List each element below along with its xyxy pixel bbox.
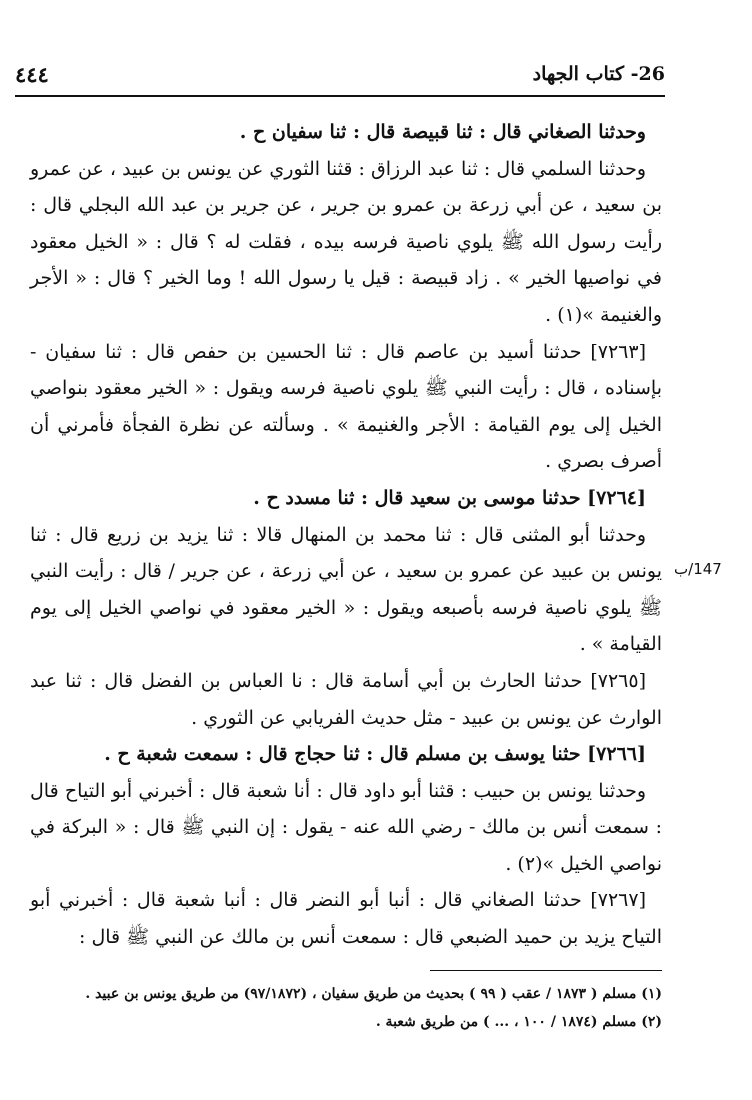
footnote-2: (٢) مسلم (١٨٧٤ / ١٠٠ ، ... ) من طريق شعبة . — [375, 1014, 662, 1030]
footnote-rule — [430, 970, 662, 971]
footnotes — [30, 980, 662, 1036]
manuscript-folio-note: 147/ب — [674, 560, 722, 578]
paragraph-9: [٧٢٦٧] حدثنا الصغاني قال : أنبا أبو النضر قال : أنبا شعبة قال : أخبرني أبو التياح يزيد بن حميد الضبعي قال : سمعت أنس بن مالك عن النبي ﷺ قال : — [30, 889, 662, 949]
paragraph-3: [٧٢٦٣] حدثنا أسيد بن عاصم قال : ثنا الحسين بن حفص قال : ثنا سفيان - بإسناده ، قال : رأيت النبي ﷺ يلوي ناصية فرسه ويقول : « الخير معقود بنواصي الخيل إلى يوم القيامة : الأجر والغنيمة » . وسألته عن نظرة الفجأة فأمرني أن أصرف بصري . — [30, 340, 662, 473]
paragraph-1: وحدثنا الصغاني قال : ثنا قبيصة قال : ثنا سفيان ح . — [239, 121, 646, 143]
main-text — [30, 114, 662, 956]
chapter-title: 26- كتاب الجهاد — [532, 63, 665, 85]
paragraph-6: [٧٢٦٥] حدثنا الحارث بن أبي أسامة قال : نا العباس بن الفضل قال : ثنا عبد الوارث عن يونس بن عبيد - مثل حديث الفريابي عن الثوري . — [30, 669, 662, 729]
paragraph-8: وحدثنا يونس بن حبيب : قثنا أبو داود قال : أنا شعبة قال : أخبرني أبو التياح قال : سمعت أنس بن مالك - رضي الله عنه - يقول : إن النبي ﷺ قال : « البركة في نواصي الخيل »(٢) . — [30, 779, 662, 875]
header-rule — [15, 95, 665, 97]
page-header — [15, 56, 665, 92]
paragraph-5: وحدثنا أبو المثنى قال : ثنا محمد بن المنهال قالا : ثنا يزيد بن زريع قال : ثنا يونس بن عبيد عن عمرو بن سعيد ، عن أبي زرعة ، عن جرير / قال : رأيت النبي ﷺ يلوي ناصية فرسه بأصبعه ويقول : « الخير معقود في نواصي الخيل إلى يوم القيامة » . — [30, 523, 662, 656]
footnote-1: (١) مسلم ( ١٨٧٣ / عقب ( ٩٩ ) بحديث من طريق سفيان ، (٩٧/١٨٧٢) من طريق يونس بن عبيد . — [85, 986, 662, 1002]
paragraph-7: [٧٢٦٦] حثنا يوسف بن مسلم قال : ثنا حجاج قال : سمعت شعبة ح . — [104, 743, 646, 766]
page-number: ٤٤٤ — [15, 61, 49, 87]
paragraph-4: [٧٢٦٤] حدثنا موسى بن سعيد قال : ثنا مسدد ح . — [253, 486, 646, 509]
paragraph-2: وحدثنا السلمي قال : ثنا عبد الرزاق : قثنا الثوري عن يونس بن عبيد ، عن عمرو بن سعيد ، عن أبي زرعة بن عمرو بن جرير ، عن جرير بن عبد الله البجلي قال : رأيت رسول الله ﷺ يلوي ناصية فرسه بيده ، فقلت له ؟ قال : « الخيل معقود في نواصيها الخير » . زاد قبيصة : قيل يا رسول الله ! وما الخير ؟ قال : « الأجر والغنيمة »(١) . — [30, 157, 662, 326]
